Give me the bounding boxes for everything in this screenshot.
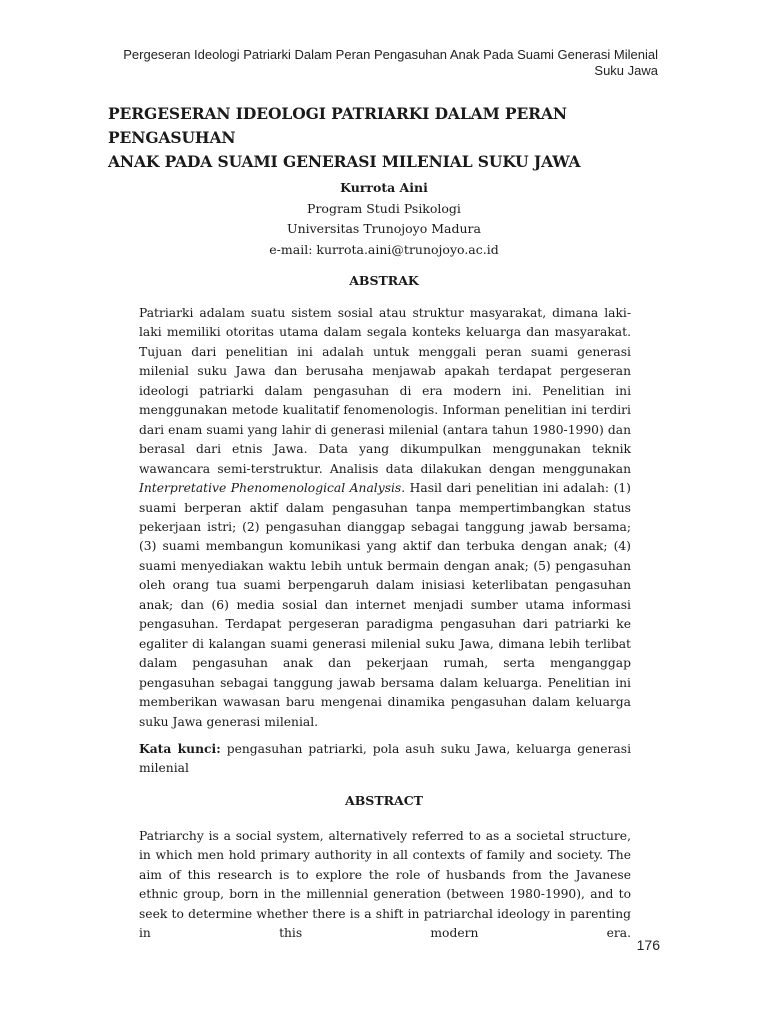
abstrak-paragraph (139, 304, 631, 732)
keywords-paragraph (139, 739, 631, 779)
paper-title (108, 102, 688, 174)
abstrak-text-part-1: Patriarki adalam suatu sistem sosial atau struktur masyarakat, dimana laki-laki memiliki otoritas utama dalam segala konteks keluarga dan masyarakat. Tujuan dari penelitian ini adalah untuk menggali peran suami generasi milenial suku Jawa dan berusaha menjawab apakah terdapat pergeseran ideologi patriarki dalam pengasuhan di era modern ini. Penelitian ini menggunakan metode kualitatif fenomenologis. Informan penelitian ini terdiri dari enam suami yang lahir di generasi milenial (antara tahun 1980-1990) dan berasal dari etnis Jawa. Data yang dikumpulkan menggunakan teknik wawancara semi-terstruktur. Analisis data dilakukan dengan menggunakan (139, 306, 631, 476)
paper-title-line-2: ANAK PADA SUAMI GENERASI MILENIAL SUKU JAWA (108, 152, 581, 171)
author-block (0, 178, 768, 260)
author-program: Program Studi Psikologi (307, 200, 461, 216)
paper-title-line-1: PERGESERAN IDEOLOGI PATRIARKI DALAM PERAN PENGASUHAN (108, 104, 567, 147)
abstrak-italic-term: Interpretative Phenomenological Analysis. (139, 481, 406, 496)
abstract-heading: ABSTRACT (345, 793, 423, 808)
abstrak-text-part-2: Hasil dari penelitian ini adalah: (1) suami berperan aktif dalam pengasuhan tanpa mempertimbangkan status pekerjaan istri; (2) pengasuhan dianggap sebagai tanggung jawab bersama; (3) suami membangun komunikasi yang aktif dan terbuka dengan anak; (4) suami menyediakan waktu lebih untuk bermain dengan anak; (5) pengasuhan oleh orang tua suami berpengaruh dalam inisiasi keterlibatan pengasuhan anak; dan (6) media sosial dan internet menjadi sumber utama informasi pengasuhan. Terdapat pergeseran paradigma pengasuhan dari patriarki ke egaliter di kalangan suami generasi milenial suku Jawa, dimana lebih terlibat dalam pengasuhan anak dan pekerjaan rumah, serta menganggap pengasuhan sebagai tanggung jawab bersama dalam keluarga. Penelitian ini memberikan wawasan baru mengenai dinamika pengasuhan dalam keluarga suku Jawa generasi milenial. (139, 481, 631, 729)
author-email: e-mail: kurrota.aini@trunojoyo.ac.id (269, 241, 499, 257)
abstrak-heading: ABSTRAK (349, 273, 419, 288)
author-name: Kurrota Aini (340, 180, 428, 195)
author-university: Universitas Trunojoyo Madura (287, 221, 481, 236)
keywords-text: pengasuhan patriarki, pola asuh suku Jawa, keluarga generasi milenial (139, 742, 632, 776)
running-head-line-2: Suku Jawa (594, 63, 658, 78)
abstract-paragraph: Patriarchy is a social system, alternatively referred to as a societal structure, in which men hold primary authority in all contexts of family and society. The aim of this research is to explore the role of husbands from the Javanese ethnic group, born in the millennial generation (between 1980-1990), and to seek to determine whether there is a shift in patriarchal ideology in parenting in this modern era. (139, 829, 631, 941)
page-number: 176 (636, 937, 660, 953)
keywords-label: Kata kunci: (139, 741, 221, 756)
running-head (58, 47, 658, 79)
running-head-line-1: Pergeseran Ideologi Patriarki Dalam Peran Pengasuhan Anak Pada Suami Generasi Milenial (123, 47, 658, 62)
